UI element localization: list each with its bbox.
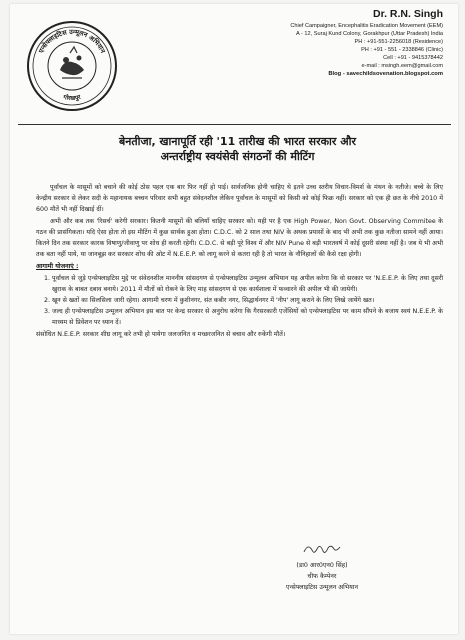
- campaign-seal-logo: [26, 20, 118, 112]
- title-line-2: अन्तर्राष्ट्रीय स्वयंसेवी संगठनों की मीटिंग: [160, 150, 315, 163]
- letterhead-phone-residence: PH : +91-551-2256018 (Residence): [354, 39, 443, 45]
- letterhead-blog: Blog - savechildsovenation.blogspot.com: [328, 71, 443, 77]
- plan-item: 2. खून से खतों का सिलसिला जारी रहेगा। आगामी चरण में कुशीनगर, संत कबीर नगर, सिद्धार्थनगर में 'नीप' लागू कराने के लिए लिखे जायेंगे खत।: [52, 295, 443, 306]
- letterhead-email: e-mail : msingh.eem@gmail.com: [361, 63, 443, 69]
- signature-block: [262, 560, 382, 593]
- title-line-1: बेनतीजा, खानापूर्ति रही '11 तारीख की भारत सरकार और: [119, 135, 356, 148]
- header-divider: [18, 124, 451, 125]
- signatory-name: (डा0 आर0एन0 सिंह): [296, 562, 348, 569]
- plan-item: 1. पूर्वांचल से जुड़े एन्सेफ्लाइटिस मुद्दे पर संवेदनशील माननीय सांसदगण से एन्सेफ्लाइटिस उन्मूलन अभियान यह अपील करेगा कि वो सरकार पर 'N.E.E.P. के लिए तथा दूसरी खुराक के बाबत दबाव बनाये। 2011 में मौतों को रोकने के लिए माह सांसदगण से एक कार्यशाला में फव्वारने की अपील भी की जायेगी।: [52, 273, 443, 295]
- signatory-designation: चीफ कैम्पेनर: [307, 573, 337, 580]
- letterhead-designation: Chief Campaigner, Encephalitis Eradication Movement (EEM): [290, 23, 443, 29]
- signatory-organization: एन्सेफ्लाइटिस उन्मूलन अभियान: [286, 584, 358, 591]
- closing-statement: संसोधित N.E.E.P. सरकार शीघ्र लागू करे तभी हो पायेगा जलजनित व मच्छरजनित से बचाव और रुकेंगी मौतें।: [36, 330, 286, 338]
- plan-item: 3. जल्द ही एन्सेफ्लाइटिस उन्मूलन अभियान इस बात पर केन्द्र सरकार से अनुरोध करेगा कि गैरसरकारी एजेंसियों को एन्सेफ्लाइटिस पर काम सौंपने के बजाय स्वयं N.E.E.P. के माध्यम से प्रिवेंशन पर ध्यान दें।: [52, 306, 443, 328]
- letterhead-address: A - 12, Suraj Kund Colony, Gorakhpur (Uttar Pradesh) India: [296, 31, 443, 37]
- document-body: [36, 182, 443, 340]
- body-paragraph-2: अभी और कब तक 'रिसर्च' करेगी सरकार। कितनी मासूमों की बलियाँ चाहिए सरकार को। यही पर है एक High Power, Non Govt. Observing Commitee के गठन की प्रासंगिकता। यदि ऐसा होता तो इस मीटिंग में कुछ सार्थक हुआ होता। C.D.C. को 2 साल तथा NIV के अथक प्रयासों के बाद भी अभी तक कुछ नतीजा सामने नहीं आया। कितने दिन तक सरकार कारक विषाणु/जीवाणु पर शोध ही करती रहेगी। C.D.C. से बड़ी पूरे विश्व में और NIV Pune से बड़ी भारतवर्ष में कोई दूसरी संस्था नहीं है। जब ये भी अभी तक बता नहीं पाये, या जानबूझ कर सरकार शोध की ओट में N.E.E.P. को लागू करने से कतरा रही है तो भारत के नौनिहालों की कैसे रक्षा होगी।: [36, 217, 443, 259]
- doctor-name: Dr. R.N. Singh: [372, 8, 443, 20]
- letterhead: [233, 8, 443, 78]
- svg-text:गोरखपुर: गोरखपुर: [62, 93, 82, 103]
- upcoming-plans-list: [36, 273, 443, 329]
- svg-text:एन्सेफ्लाइटिस उन्मूलन अभियान: एन्सेफ्लाइटिस उन्मूलन अभियान: [37, 27, 107, 55]
- letterhead-phone-clinic: PH : +91 - 551 - 2338846 (Clinic): [361, 47, 443, 53]
- letterhead-cell: Cell : +91 - 9415378442: [383, 55, 443, 61]
- body-paragraph-1: पूर्वांचल के मासूमों को बचाने की कोई ठोस पहल एक बार फिर नहीं हो पाई। सार्वजनिक होनी चाहिए थे इतने उच्च स्तरीय विचार-विमर्श के मंथन के नतीजे। बच्चे के लिए केन्द्रीय सरकार से लेकर सदी के महानायक बच्चन परिवार सभी बहुत संवेदनशील लेकिन पूर्वांचल के मासूमों को किसी को कोई फिक्र नहीं। सरकार को एक ही छत के नीचे 2010 में 600 मौतें भी नहीं दिखाई दीं।: [36, 184, 443, 214]
- document-title: [40, 134, 435, 164]
- handwritten-signature: [302, 542, 342, 558]
- upcoming-plans-heading: आगामी योजनाएं :: [36, 263, 79, 271]
